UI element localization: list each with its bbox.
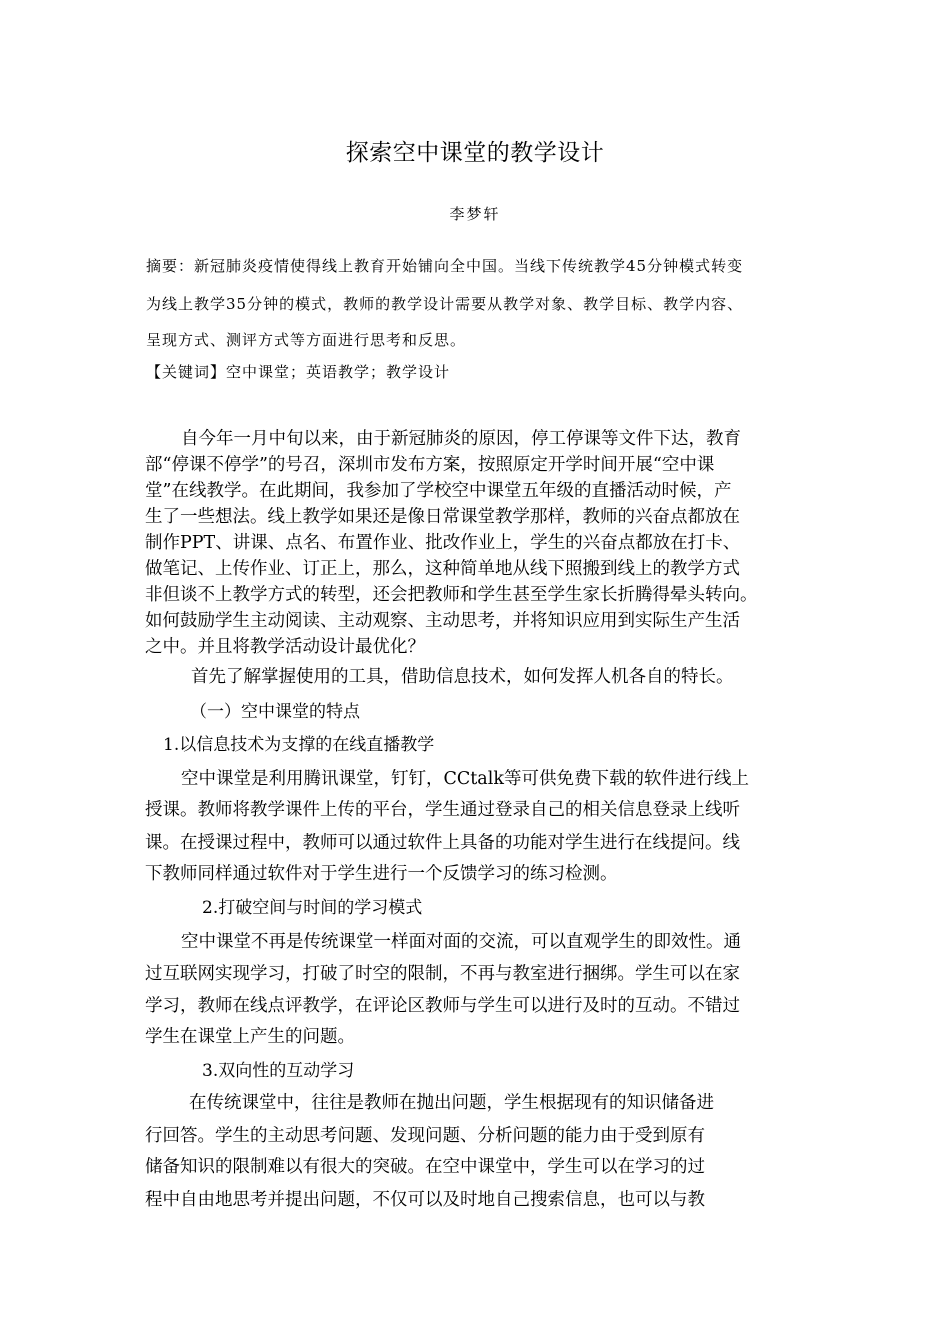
intro-line: 非但谈不上教学方式的转型，还会把教师和学生甚至学生家长折腾得晕头转向。: [145, 585, 758, 605]
point2-line: 学习，教师在线点评教学，在评论区教师与学生可以进行及时的互动。不错过: [145, 996, 740, 1016]
keywords-line: 【关键词】空中课堂；英语教学；教学设计: [146, 363, 451, 381]
point1-line: 课。在授课过程中，教师可以通过软件上具备的功能对学生进行在线提问。线: [145, 833, 740, 853]
intro-line: 生了一些想法。线上教学如果还是像日常课堂教学那样，教师的兴奋点都放在: [145, 507, 740, 527]
intro-line: 之中。并且将教学活动设计最优化？: [145, 637, 425, 657]
intro-line: 制作PPT、讲课、点名、布置作业、批改作业上，学生的兴奋点都放在打卡、: [145, 533, 741, 553]
point3-line: 程中自由地思考并提出问题，不仅可以及时地自己搜索信息，也可以与教: [145, 1190, 705, 1210]
intro-line: 自今年一月中旬以来，由于新冠肺炎的原因，停工停课等文件下达，教育: [181, 429, 741, 449]
author-name: 李梦轩: [449, 205, 501, 223]
point1-heading: 1.以信息技术为支撑的在线直播教学: [163, 735, 435, 755]
point3-line: 行回答。学生的主动思考问题、发现问题、分析问题的能力由于受到原有: [145, 1126, 705, 1146]
intro-line: 堂”在线教学。在此期间，我参加了学校空中课堂五年级的直播活动时候，产: [145, 481, 732, 501]
abstract-line: 摘要：新冠肺炎疫情使得线上教育开始铺向全中国。当线下传统教学45分钟模式转变: [146, 257, 744, 275]
point2-line: 过互联网实现学习，打破了时空的限制，不再与教室进行捆绑。学生可以在家: [145, 964, 740, 984]
tools-line: 首先了解掌握使用的工具，借助信息技术，如何发挥人机各自的特长。: [191, 667, 734, 687]
page-title: 探索空中课堂的教学设计: [345, 140, 605, 166]
point1-line: 空中课堂是利用腾讯课堂，钉钉，CCtalk等可供免费下载的软件进行线上: [181, 769, 749, 789]
point3-line: 在传统课堂中，往往是教师在抛出问题，学生根据现有的知识储备进: [189, 1093, 714, 1113]
point3-line: 储备知识的限制难以有很大的突破。在空中课堂中，学生可以在学习的过: [145, 1157, 705, 1177]
point2-line: 学生在课堂上产生的问题。: [145, 1027, 355, 1047]
point2-line: 空中课堂不再是传统课堂一样面对面的交流，可以直观学生的即效性。通: [181, 932, 741, 952]
point1-line: 授课。教师将教学课件上传的平台，学生通过登录自己的相关信息登录上线听: [145, 800, 740, 820]
abstract-line: 为线上教学35分钟的模式，教师的教学设计需要从教学对象、教学目标、教学内容、: [146, 295, 744, 313]
section-heading: （一）空中课堂的特点: [190, 702, 360, 722]
point2-heading: 2.打破空间与时间的学习模式: [202, 898, 423, 918]
intro-line: 做笔记、上传作业、订正上，那么，这种简单地从线下照搬到线上的教学方式: [145, 559, 740, 579]
point1-line: 下教师同样通过软件对于学生进行一个反馈学习的练习检测。: [145, 864, 618, 884]
intro-line: 部“停课不停学”的号召，深圳市发布方案，按照原定开学时间开展“空中课: [145, 455, 715, 475]
point3-heading: 3.双向性的互动学习: [202, 1061, 355, 1081]
intro-line: 如何鼓励学生主动阅读、主动观察、主动思考，并将知识应用到实际生产生活: [145, 611, 740, 631]
abstract-line: 呈现方式、测评方式等方面进行思考和反思。: [146, 331, 467, 349]
